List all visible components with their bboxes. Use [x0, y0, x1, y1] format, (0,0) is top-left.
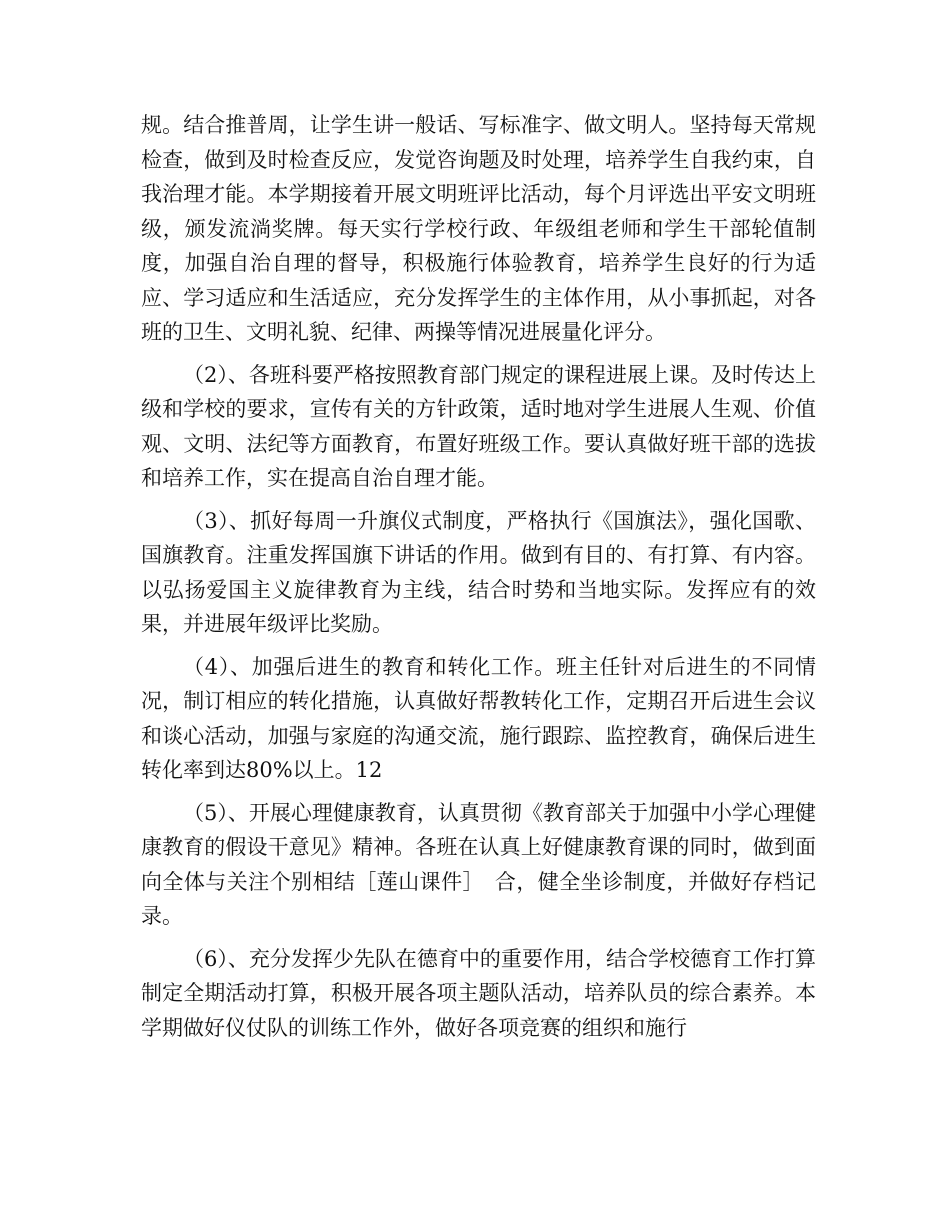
paragraph-item-2-curriculum: （2）、各班科要严格按照教育部门规定的课程进展上课。及时传达上级和学校的要求，宣传有关的方针政策，适时地对学生进展人生观、价值观、文明、法纪等方面教育，布置好班级工作。要认真做好班干部的选拔和培养工作，实在提高自治自理才能。: [141, 362, 816, 490]
paragraph-item-6-young-pioneers: （6）、充分发挥少先队在德育中的重要作用，结合学校德育工作打算制定全期活动打算，积极开展各项主题队活动，培养队员的综合素养。本学期做好仪仗队的训练工作外，做好各项竞赛的组织和施行: [141, 946, 816, 1040]
paragraph-item-3-flag-ceremony: （3）、抓好每周一升旗仪式制度，严格执行《国旗法》，强化国歌、国旗教育。注重发挥国旗下讲话的作用。做到有目的、有打算、有内容。以弘扬爱国主义旋律教育为主线，结合时势和当地实际。发挥应有的效果，并进展年级评比奖励。: [141, 508, 816, 636]
paragraph-continued-rules: 规。结合推普周，让学生讲一般话、写标准字、做文明人。坚持每天常规检查，做到及时检查反应，发觉咨询题及时处理，培养学生自我约束，自我治理才能。本学期接着开展文明班评比活动，每个月评选出平安文明班级，颁发流淌奖牌。每天实行学校行政、年级组老师和学生干部轮值制度，加强自治自理的督导，积极施行体验教育，培养学生良好的行为适应、学习适应和生活适应，充分发挥学生的主体作用，从小事抓起，对各班的卫生、文明礼貌、纪律、两操等情况进展量化评分。: [141, 113, 816, 344]
paragraph-item-4-struggling-students: （4）、加强后进生的教育和转化工作。班主任针对后进生的不同情况，制订相应的转化措施，认真做好帮教转化工作，定期召开后进生会议和谈心活动，加强与家庭的沟通交流，施行跟踪、监控教育，确保后进生转化率到达80%以上。12: [141, 654, 816, 782]
paragraph-item-5-mental-health: （5）、开展心理健康教育，认真贯彻《教育部关于加强中小学心理健康教育的假设干意见》精神。各班在认真上好健康教育课的同时，做到面向全体与关注个别相结［莲山课件］ 合，健全坐诊制度，并做好存档记录。: [141, 800, 816, 928]
document-page: [141, 108, 816, 1053]
